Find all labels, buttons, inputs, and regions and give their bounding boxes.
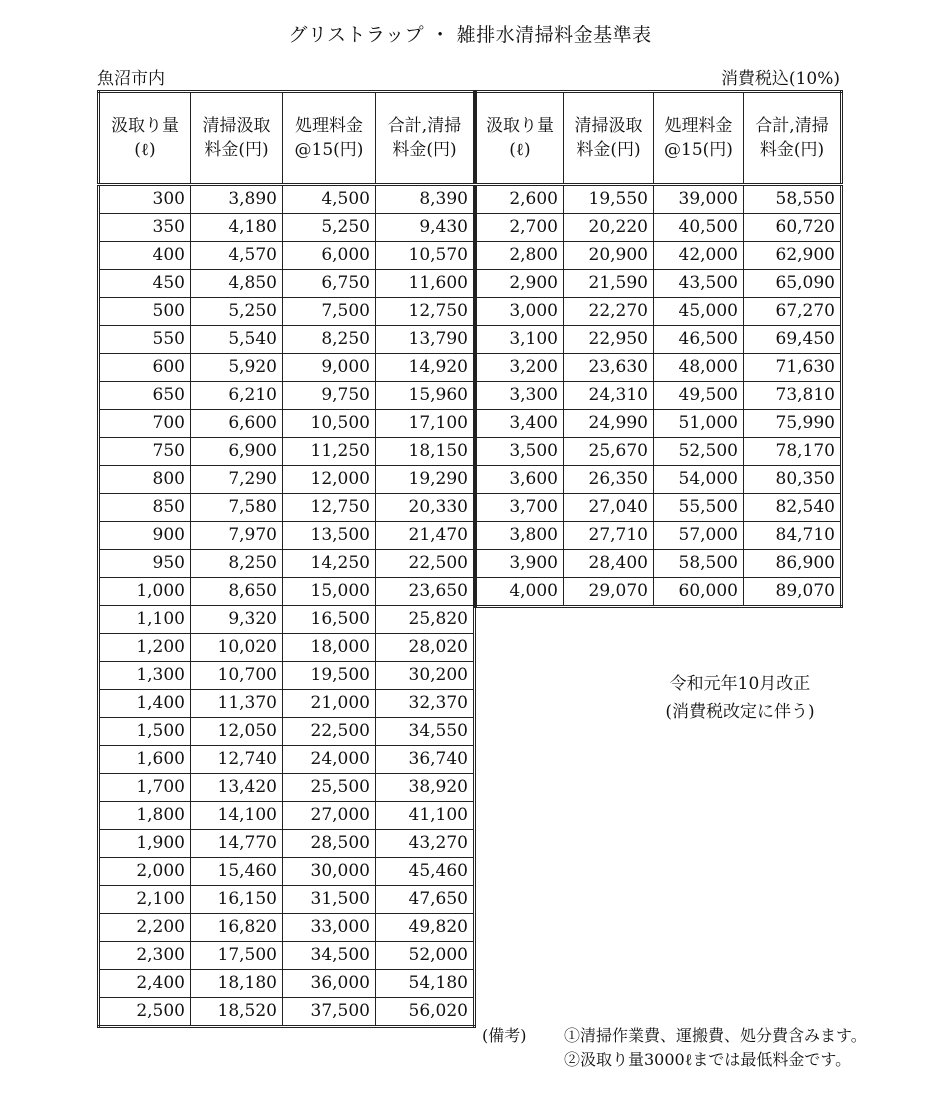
total-fee-cell: 73,810	[744, 382, 842, 410]
volume-cell: 2,100	[99, 886, 191, 914]
volume-cell: 950	[99, 550, 191, 578]
cleaning-fee-cell: 18,180	[191, 970, 283, 998]
volume-cell: 500	[99, 298, 191, 326]
processing-fee-cell: 13,500	[283, 522, 376, 550]
cleaning-fee-cell: 5,250	[191, 298, 283, 326]
table-row	[476, 326, 842, 354]
volume-cell: 2,000	[99, 858, 191, 886]
processing-fee-cell: 34,500	[283, 942, 376, 970]
table-row	[99, 298, 475, 326]
table-row	[99, 185, 475, 214]
table-row	[99, 606, 475, 634]
table-row	[99, 242, 475, 270]
total-fee-cell: 60,720	[744, 214, 842, 242]
cleaning-fee-cell: 12,740	[191, 746, 283, 774]
table-row	[99, 886, 475, 914]
table-row	[476, 185, 842, 214]
header-cleaning-fee: 清掃汲取 料金(円)	[191, 92, 283, 185]
table-row	[99, 438, 475, 466]
total-fee-cell: 14,920	[376, 354, 475, 382]
volume-cell: 3,800	[476, 522, 564, 550]
total-fee-cell: 78,170	[744, 438, 842, 466]
total-fee-cell: 62,900	[744, 242, 842, 270]
processing-fee-cell: 6,000	[283, 242, 376, 270]
total-fee-cell: 89,070	[744, 578, 842, 607]
volume-cell: 1,300	[99, 662, 191, 690]
cleaning-fee-cell: 7,970	[191, 522, 283, 550]
table-row	[99, 998, 475, 1027]
table-header-row	[476, 92, 842, 185]
processing-fee-cell: 10,500	[283, 410, 376, 438]
total-fee-cell: 58,550	[744, 185, 842, 214]
volume-cell: 600	[99, 354, 191, 382]
total-fee-cell: 10,570	[376, 242, 475, 270]
cleaning-fee-cell: 24,990	[564, 410, 654, 438]
volume-cell: 3,500	[476, 438, 564, 466]
total-fee-cell: 30,200	[376, 662, 475, 690]
remarks-item-2: ②汲取り量3000ℓまでは最低料金です。	[564, 1050, 852, 1069]
total-fee-cell: 15,960	[376, 382, 475, 410]
fee-table-left	[97, 90, 476, 1028]
tax-note: 消費税込(10%)	[720, 69, 840, 89]
cleaning-fee-cell: 10,700	[191, 662, 283, 690]
total-fee-cell: 9,430	[376, 214, 475, 242]
volume-cell: 850	[99, 494, 191, 522]
cleaning-fee-cell: 10,020	[191, 634, 283, 662]
processing-fee-cell: 19,500	[283, 662, 376, 690]
cleaning-fee-cell: 5,920	[191, 354, 283, 382]
volume-cell: 3,600	[476, 466, 564, 494]
table-row	[476, 438, 842, 466]
processing-fee-cell: 31,500	[283, 886, 376, 914]
cleaning-fee-cell: 5,540	[191, 326, 283, 354]
cleaning-fee-cell: 22,950	[564, 326, 654, 354]
processing-fee-cell: 46,500	[654, 326, 744, 354]
total-fee-cell: 47,650	[376, 886, 475, 914]
total-fee-cell: 67,270	[744, 298, 842, 326]
table-row	[99, 354, 475, 382]
total-fee-cell: 82,540	[744, 494, 842, 522]
table-row	[99, 970, 475, 998]
total-fee-cell: 69,450	[744, 326, 842, 354]
total-fee-cell: 12,750	[376, 298, 475, 326]
processing-fee-cell: 27,000	[283, 802, 376, 830]
processing-fee-cell: 22,500	[283, 718, 376, 746]
total-fee-cell: 71,630	[744, 354, 842, 382]
processing-fee-cell: 18,000	[283, 634, 376, 662]
volume-cell: 350	[99, 214, 191, 242]
table-row	[99, 858, 475, 886]
table-row	[99, 942, 475, 970]
volume-cell: 2,600	[476, 185, 564, 214]
table-row	[476, 242, 842, 270]
header-cleaning-fee: 清掃汲取 料金(円)	[564, 92, 654, 185]
cleaning-fee-cell: 13,420	[191, 774, 283, 802]
table-row	[99, 382, 475, 410]
cleaning-fee-cell: 22,270	[564, 298, 654, 326]
total-fee-cell: 28,020	[376, 634, 475, 662]
cleaning-fee-cell: 15,460	[191, 858, 283, 886]
processing-fee-cell: 16,500	[283, 606, 376, 634]
volume-cell: 550	[99, 326, 191, 354]
cleaning-fee-cell: 14,770	[191, 830, 283, 858]
volume-cell: 450	[99, 270, 191, 298]
processing-fee-cell: 36,000	[283, 970, 376, 998]
cleaning-fee-cell: 3,890	[191, 185, 283, 214]
processing-fee-cell: 37,500	[283, 998, 376, 1027]
total-fee-cell: 54,180	[376, 970, 475, 998]
volume-cell: 2,900	[476, 270, 564, 298]
cleaning-fee-cell: 27,040	[564, 494, 654, 522]
volume-cell: 700	[99, 410, 191, 438]
total-fee-cell: 43,270	[376, 830, 475, 858]
volume-cell: 3,200	[476, 354, 564, 382]
total-fee-cell: 18,150	[376, 438, 475, 466]
table-row	[99, 578, 475, 606]
processing-fee-cell: 5,250	[283, 214, 376, 242]
total-fee-cell: 34,550	[376, 718, 475, 746]
processing-fee-cell: 39,000	[654, 185, 744, 214]
table-row	[99, 746, 475, 774]
cleaning-fee-cell: 26,350	[564, 466, 654, 494]
total-fee-cell: 75,990	[744, 410, 842, 438]
processing-fee-cell: 12,750	[283, 494, 376, 522]
revision-note	[620, 670, 860, 726]
total-fee-cell: 21,470	[376, 522, 475, 550]
volume-cell: 750	[99, 438, 191, 466]
table-header-row	[99, 92, 475, 185]
processing-fee-cell: 30,000	[283, 858, 376, 886]
table-row	[476, 550, 842, 578]
volume-cell: 1,600	[99, 746, 191, 774]
volume-cell: 3,700	[476, 494, 564, 522]
volume-cell: 1,200	[99, 634, 191, 662]
volume-cell: 4,000	[476, 578, 564, 607]
total-fee-cell: 52,000	[376, 942, 475, 970]
total-fee-cell: 86,900	[744, 550, 842, 578]
table-row	[476, 522, 842, 550]
remarks-label: (備考)	[482, 1026, 527, 1045]
volume-cell: 650	[99, 382, 191, 410]
total-fee-cell: 8,390	[376, 185, 475, 214]
cleaning-fee-cell: 4,850	[191, 270, 283, 298]
processing-fee-cell: 14,250	[283, 550, 376, 578]
total-fee-cell: 25,820	[376, 606, 475, 634]
volume-cell: 3,900	[476, 550, 564, 578]
volume-cell: 3,000	[476, 298, 564, 326]
table-row	[99, 774, 475, 802]
remarks-item-1: ①清掃作業費、運搬費、処分費含みます。	[564, 1026, 867, 1045]
total-fee-cell: 38,920	[376, 774, 475, 802]
table-row	[99, 634, 475, 662]
table-row	[99, 802, 475, 830]
cleaning-fee-cell: 12,050	[191, 718, 283, 746]
processing-fee-cell: 8,250	[283, 326, 376, 354]
volume-cell: 1,500	[99, 718, 191, 746]
table-row	[99, 494, 475, 522]
cleaning-fee-cell: 4,570	[191, 242, 283, 270]
cleaning-fee-cell: 16,820	[191, 914, 283, 942]
table-row	[99, 410, 475, 438]
table-row	[99, 830, 475, 858]
cleaning-fee-cell: 23,630	[564, 354, 654, 382]
volume-cell: 2,700	[476, 214, 564, 242]
cleaning-fee-cell: 21,590	[564, 270, 654, 298]
table-row	[99, 718, 475, 746]
volume-cell: 800	[99, 466, 191, 494]
processing-fee-cell: 21,000	[283, 690, 376, 718]
cleaning-fee-cell: 20,900	[564, 242, 654, 270]
table-row	[476, 214, 842, 242]
volume-cell: 900	[99, 522, 191, 550]
processing-fee-cell: 7,500	[283, 298, 376, 326]
cleaning-fee-cell: 18,520	[191, 998, 283, 1027]
total-fee-cell: 84,710	[744, 522, 842, 550]
volume-cell: 1,000	[99, 578, 191, 606]
header-total-fee: 合計,清掃 料金(円)	[744, 92, 842, 185]
volume-cell: 2,200	[99, 914, 191, 942]
volume-cell: 3,100	[476, 326, 564, 354]
processing-fee-cell: 12,000	[283, 466, 376, 494]
header-processing-fee: 処理料金 @15(円)	[654, 92, 744, 185]
cleaning-fee-cell: 20,220	[564, 214, 654, 242]
cleaning-fee-cell: 6,900	[191, 438, 283, 466]
processing-fee-cell: 48,000	[654, 354, 744, 382]
volume-cell: 1,700	[99, 774, 191, 802]
table-row	[99, 522, 475, 550]
revision-date: 令和元年10月改正	[669, 674, 811, 694]
revision-reason: (消費税改定に伴う)	[665, 702, 815, 722]
processing-fee-cell: 57,000	[654, 522, 744, 550]
table-row	[476, 578, 842, 607]
volume-cell: 3,400	[476, 410, 564, 438]
processing-fee-cell: 24,000	[283, 746, 376, 774]
processing-fee-cell: 45,000	[654, 298, 744, 326]
cleaning-fee-cell: 17,500	[191, 942, 283, 970]
processing-fee-cell: 49,500	[654, 382, 744, 410]
table-row	[476, 270, 842, 298]
table-row	[476, 298, 842, 326]
table-row	[476, 354, 842, 382]
volume-cell: 1,400	[99, 690, 191, 718]
total-fee-cell: 13,790	[376, 326, 475, 354]
volume-cell: 3,300	[476, 382, 564, 410]
table-row	[476, 410, 842, 438]
cleaning-fee-cell: 27,710	[564, 522, 654, 550]
volume-cell: 400	[99, 242, 191, 270]
cleaning-fee-cell: 8,250	[191, 550, 283, 578]
total-fee-cell: 49,820	[376, 914, 475, 942]
cleaning-fee-cell: 7,290	[191, 466, 283, 494]
table-row	[99, 466, 475, 494]
cleaning-fee-cell: 19,550	[564, 185, 654, 214]
total-fee-cell: 17,100	[376, 410, 475, 438]
total-fee-cell: 19,290	[376, 466, 475, 494]
cleaning-fee-cell: 7,580	[191, 494, 283, 522]
total-fee-cell: 23,650	[376, 578, 475, 606]
fee-table-right	[474, 90, 843, 608]
volume-cell: 1,900	[99, 830, 191, 858]
processing-fee-cell: 54,000	[654, 466, 744, 494]
table-row	[99, 662, 475, 690]
volume-cell: 2,800	[476, 242, 564, 270]
total-fee-cell: 56,020	[376, 998, 475, 1027]
header-volume: 汲取り量 (ℓ)	[99, 92, 191, 185]
processing-fee-cell: 11,250	[283, 438, 376, 466]
table-row	[476, 382, 842, 410]
processing-fee-cell: 25,500	[283, 774, 376, 802]
processing-fee-cell: 43,500	[654, 270, 744, 298]
table-row	[99, 214, 475, 242]
processing-fee-cell: 33,000	[283, 914, 376, 942]
processing-fee-cell: 60,000	[654, 578, 744, 607]
volume-cell: 1,800	[99, 802, 191, 830]
volume-cell: 1,100	[99, 606, 191, 634]
total-fee-cell: 22,500	[376, 550, 475, 578]
total-fee-cell: 32,370	[376, 690, 475, 718]
cleaning-fee-cell: 29,070	[564, 578, 654, 607]
processing-fee-cell: 9,000	[283, 354, 376, 382]
cleaning-fee-cell: 24,310	[564, 382, 654, 410]
processing-fee-cell: 52,500	[654, 438, 744, 466]
table-row	[99, 326, 475, 354]
cleaning-fee-cell: 8,650	[191, 578, 283, 606]
processing-fee-cell: 6,750	[283, 270, 376, 298]
processing-fee-cell: 4,500	[283, 185, 376, 214]
table-row	[99, 550, 475, 578]
processing-fee-cell: 58,500	[654, 550, 744, 578]
header-volume: 汲取り量 (ℓ)	[476, 92, 564, 185]
cleaning-fee-cell: 28,400	[564, 550, 654, 578]
total-fee-cell: 20,330	[376, 494, 475, 522]
volume-cell: 2,500	[99, 998, 191, 1027]
cleaning-fee-cell: 9,320	[191, 606, 283, 634]
total-fee-cell: 80,350	[744, 466, 842, 494]
volume-cell: 300	[99, 185, 191, 214]
remarks	[482, 1024, 867, 1072]
cleaning-fee-cell: 6,210	[191, 382, 283, 410]
cleaning-fee-cell: 11,370	[191, 690, 283, 718]
cleaning-fee-cell: 4,180	[191, 214, 283, 242]
processing-fee-cell: 9,750	[283, 382, 376, 410]
processing-fee-cell: 28,500	[283, 830, 376, 858]
total-fee-cell: 11,600	[376, 270, 475, 298]
total-fee-cell: 65,090	[744, 270, 842, 298]
header-total-fee: 合計,清掃 料金(円)	[376, 92, 475, 185]
cleaning-fee-cell: 6,600	[191, 410, 283, 438]
volume-cell: 2,400	[99, 970, 191, 998]
processing-fee-cell: 55,500	[654, 494, 744, 522]
total-fee-cell: 41,100	[376, 802, 475, 830]
table-row	[476, 466, 842, 494]
processing-fee-cell: 42,000	[654, 242, 744, 270]
total-fee-cell: 36,740	[376, 746, 475, 774]
total-fee-cell: 45,460	[376, 858, 475, 886]
processing-fee-cell: 51,000	[654, 410, 744, 438]
volume-cell: 2,300	[99, 942, 191, 970]
table-row	[99, 270, 475, 298]
cleaning-fee-cell: 14,100	[191, 802, 283, 830]
document-title: グリストラップ ・ 雑排水清掃料金基準表	[288, 24, 652, 46]
table-row	[476, 494, 842, 522]
area-label: 魚沼市内	[97, 69, 165, 89]
processing-fee-cell: 40,500	[654, 214, 744, 242]
cleaning-fee-cell: 16,150	[191, 886, 283, 914]
header-processing-fee: 処理料金 @15(円)	[283, 92, 376, 185]
cleaning-fee-cell: 25,670	[564, 438, 654, 466]
table-row	[99, 690, 475, 718]
table-row	[99, 914, 475, 942]
processing-fee-cell: 15,000	[283, 578, 376, 606]
